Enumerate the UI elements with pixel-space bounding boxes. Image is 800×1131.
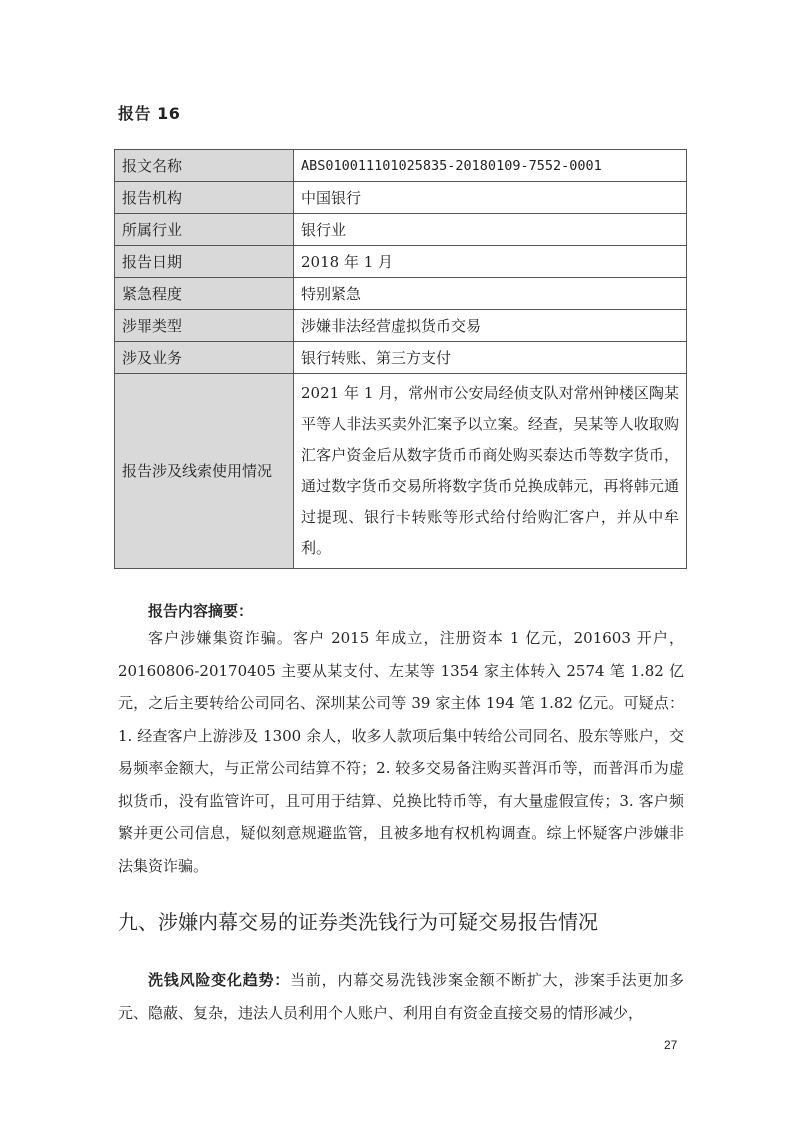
row-value: 特别紧急 xyxy=(294,278,687,310)
row-value: ABS010011101025835-20180109-7552-0001 xyxy=(294,150,687,182)
summary-body: 客户涉嫌集资诈骗。客户 2015 年成立，注册资本 1 亿元，201603 开户，20160806-20170405 主要从某支付、左某等 1354 家主体转入 2574 笔 1.82 亿元，之后主要转给公司同名、深圳某公司等 39 家主体 194 笔 1.82 亿元。可疑点：1. 经查客户上游涉及 1300 余人，收多人款项后集中转给公司同名、股东等账户，交易频率金额大，与正常公司结算不符；2. 较多交易备注购买普洱币等，而普洱币为虚拟货币，没有监管许可，且可用于结算、兑换比特币等，有大量虚假宣传；3. 客户频繁并更公司信息，疑似刻意规避监管，且被多地有权机构调查。综上怀疑客户涉嫌非法集资诈骗。 xyxy=(118,629,684,875)
row-value: 2018 年 1 月 xyxy=(294,246,687,278)
trend-label: 洗钱风险变化趋势： xyxy=(148,971,291,989)
table-row xyxy=(115,214,687,246)
table-row xyxy=(115,278,687,310)
table-row xyxy=(115,182,687,214)
row-value: 银行业 xyxy=(294,214,687,246)
page-number: 27 xyxy=(664,1038,678,1052)
row-value: 涉嫌非法经营虚拟货币交易 xyxy=(294,310,687,342)
table-row xyxy=(115,310,687,342)
row-label: 报告涉及线索使用情况 xyxy=(115,374,294,569)
row-label: 涉及业务 xyxy=(115,342,294,374)
trend-paragraph xyxy=(118,964,684,1029)
row-label: 报告日期 xyxy=(115,246,294,278)
row-label: 报告机构 xyxy=(115,182,294,214)
row-value: 2021 年 1 月，常州市公安局经侦支队对常州钟楼区陶某平等人非法买卖外汇案予以立案。经查，吴某等人收取购汇客户资金后从数字货币币商处购买泰达币等数字货币，通过数字货币交易所将数字货币兑换成韩元，再将韩元通过提现、银行卡转账等形式给付给购汇客户，并从中牟利。 xyxy=(294,374,687,569)
row-label: 报文名称 xyxy=(115,150,294,182)
report-info-table xyxy=(114,149,687,569)
row-value: 银行转账、第三方支付 xyxy=(294,342,687,374)
report-title: 报告 16 xyxy=(118,104,181,123)
row-label: 紧急程度 xyxy=(115,278,294,310)
row-label: 所属行业 xyxy=(115,214,294,246)
table-row xyxy=(115,374,687,569)
table-row xyxy=(115,246,687,278)
section-heading: 九、涉嫌内幕交易的证券类洗钱行为可疑交易报告情况 xyxy=(118,910,598,934)
table-row xyxy=(115,150,687,182)
summary-heading: 报告内容摘要： xyxy=(148,602,254,620)
row-label: 涉罪类型 xyxy=(115,310,294,342)
table-row xyxy=(115,342,687,374)
trend-text: 当前，内幕交易洗钱涉案金额不断扩大，涉案手法更加多元、隐蔽、复杂，违法人员利用个人账户、利用自有资金直接交易的情形减少， xyxy=(118,971,684,1022)
row-value: 中国银行 xyxy=(294,182,687,214)
